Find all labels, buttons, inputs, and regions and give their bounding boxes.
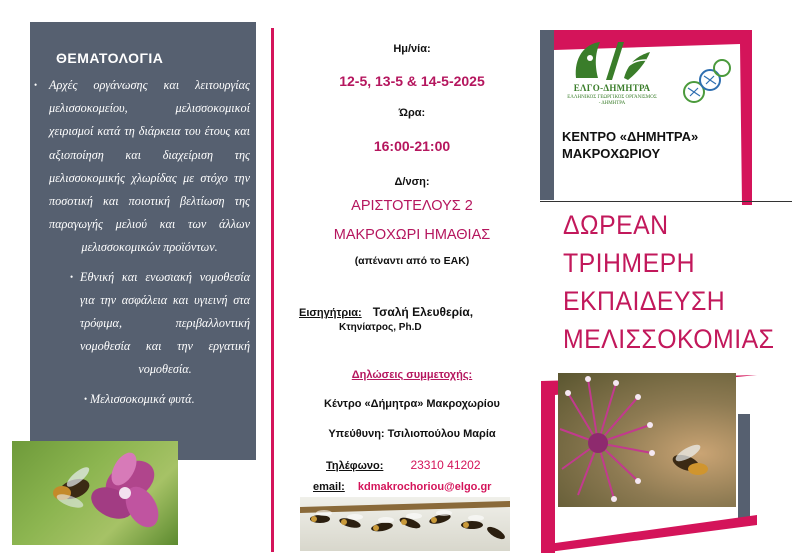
topic-text: Εθνική και ενωσιακή νομοθεσία για την ασφάλεια και υγιεινή στα τρόφιμα, περιβαλλοντική νομοθεσία και την εργατική νομοθεσία. xyxy=(80,269,250,377)
headline-line: ΜΕΛΙΣΣΟΚΟΜΙΑΣ xyxy=(563,324,775,354)
registration-place: Κέντρο «Δήμητρα» Μακροχωρίου xyxy=(324,398,500,410)
dna-circle-logo xyxy=(680,58,732,106)
speaker-name: Τσαλή Ελευθερία, xyxy=(372,305,474,319)
speaker xyxy=(299,305,539,333)
speaker-title: Κτηνίατρος, Ph.D xyxy=(339,322,422,333)
logo-name: ΕΛΓΟ-ΔΗΜΗΤΡΑ xyxy=(573,83,651,93)
info-column xyxy=(283,0,541,560)
center-name-line2: ΜΑΚΡΟΧΩΡΙΟΥ xyxy=(562,146,661,161)
elgo-dimitra-logo xyxy=(566,38,658,116)
address-line1: ΑΡΙΣΤΟΤΕΛΟΥΣ 2 xyxy=(351,198,473,214)
registration-label: Δηλώσεις συμμετοχής: xyxy=(351,369,473,381)
topic-item xyxy=(30,266,256,382)
topics-list xyxy=(30,74,256,411)
email-row xyxy=(313,481,491,493)
logo-subtitle: ΕΛΛΗΝΙΚΟΣ ΓΕΩΡΓΙΚΟΣ ΟΡΓΑΝΙΣΜΟΣ - ΔΗΜΗΤΡΑ xyxy=(567,95,657,106)
divider-line xyxy=(540,201,792,202)
phone-label: Τηλέφωνο: xyxy=(326,460,384,472)
topic-text: Μελισσοκομικά φυτά. xyxy=(90,391,195,406)
headline-line: ΕΚΠΑΙΔΕΥΣΗ xyxy=(563,286,726,316)
time: 16:00-21:00 xyxy=(373,138,451,154)
topic-text: Αρχές οργάνωσης και λειτουργίας μελισσοκομείου, μελισσοκομικοί χειρισμοί κατά τη διάρκεια του έτους και αξιοποίηση και διαχείριση της μελισσοκομικής χλωρίδας με στόχο την ποσοτική και ποιοτική βελτίωση της παραγωγής μελιού και των άλλων μελισσοκομικών προϊόντων. xyxy=(49,78,250,255)
address-line2: ΜΑΚΡΟΧΩΡΙ ΗΜΑΘΙΑΣ xyxy=(333,227,491,243)
time-label: Ώρα: xyxy=(398,107,426,119)
topic-item xyxy=(30,388,256,411)
divider-bar xyxy=(271,28,274,552)
center-name-line1: ΚΕΝΤΡΟ «ΔΗΜΗΤΡΑ» xyxy=(562,129,699,144)
bullet-icon: • xyxy=(34,80,38,90)
center-name xyxy=(562,128,698,162)
bullet-icon: • xyxy=(84,393,88,404)
address-note: (απέναντι από το ΕΑΚ) xyxy=(354,255,470,267)
speaker-label: Εισηγήτρια: xyxy=(299,307,362,319)
bullet-icon: • xyxy=(70,271,74,282)
responsible-person: Υπεύθυνη: Τσιλιοπούλου Μαρία xyxy=(328,428,496,440)
phone-row xyxy=(326,458,481,472)
headline-line: ΤΡΙΗΜΕΡΗ xyxy=(563,248,696,278)
bee-flower-photo xyxy=(558,373,736,507)
headline-line: ΔΩΡΕΑΝ xyxy=(563,210,669,240)
topic-item xyxy=(30,74,256,260)
date-label: Ημ/νία: xyxy=(393,43,431,55)
address-label: Δ/νση: xyxy=(394,176,430,188)
dates: 12-5, 13-5 & 14-5-2025 xyxy=(339,73,485,89)
email-label: email: xyxy=(313,481,345,493)
headline xyxy=(563,206,775,358)
email-address[interactable]: kdmakrochoriou@elgo.gr xyxy=(357,481,492,493)
phone-number[interactable]: 23310 41202 xyxy=(410,458,481,472)
slate-accent xyxy=(540,30,554,200)
bee-flower-photo xyxy=(12,441,178,545)
bees-chain-photo xyxy=(300,497,510,551)
topics-title: ΘΕΜΑΤΟΛΟΓΙΑ xyxy=(56,50,164,66)
